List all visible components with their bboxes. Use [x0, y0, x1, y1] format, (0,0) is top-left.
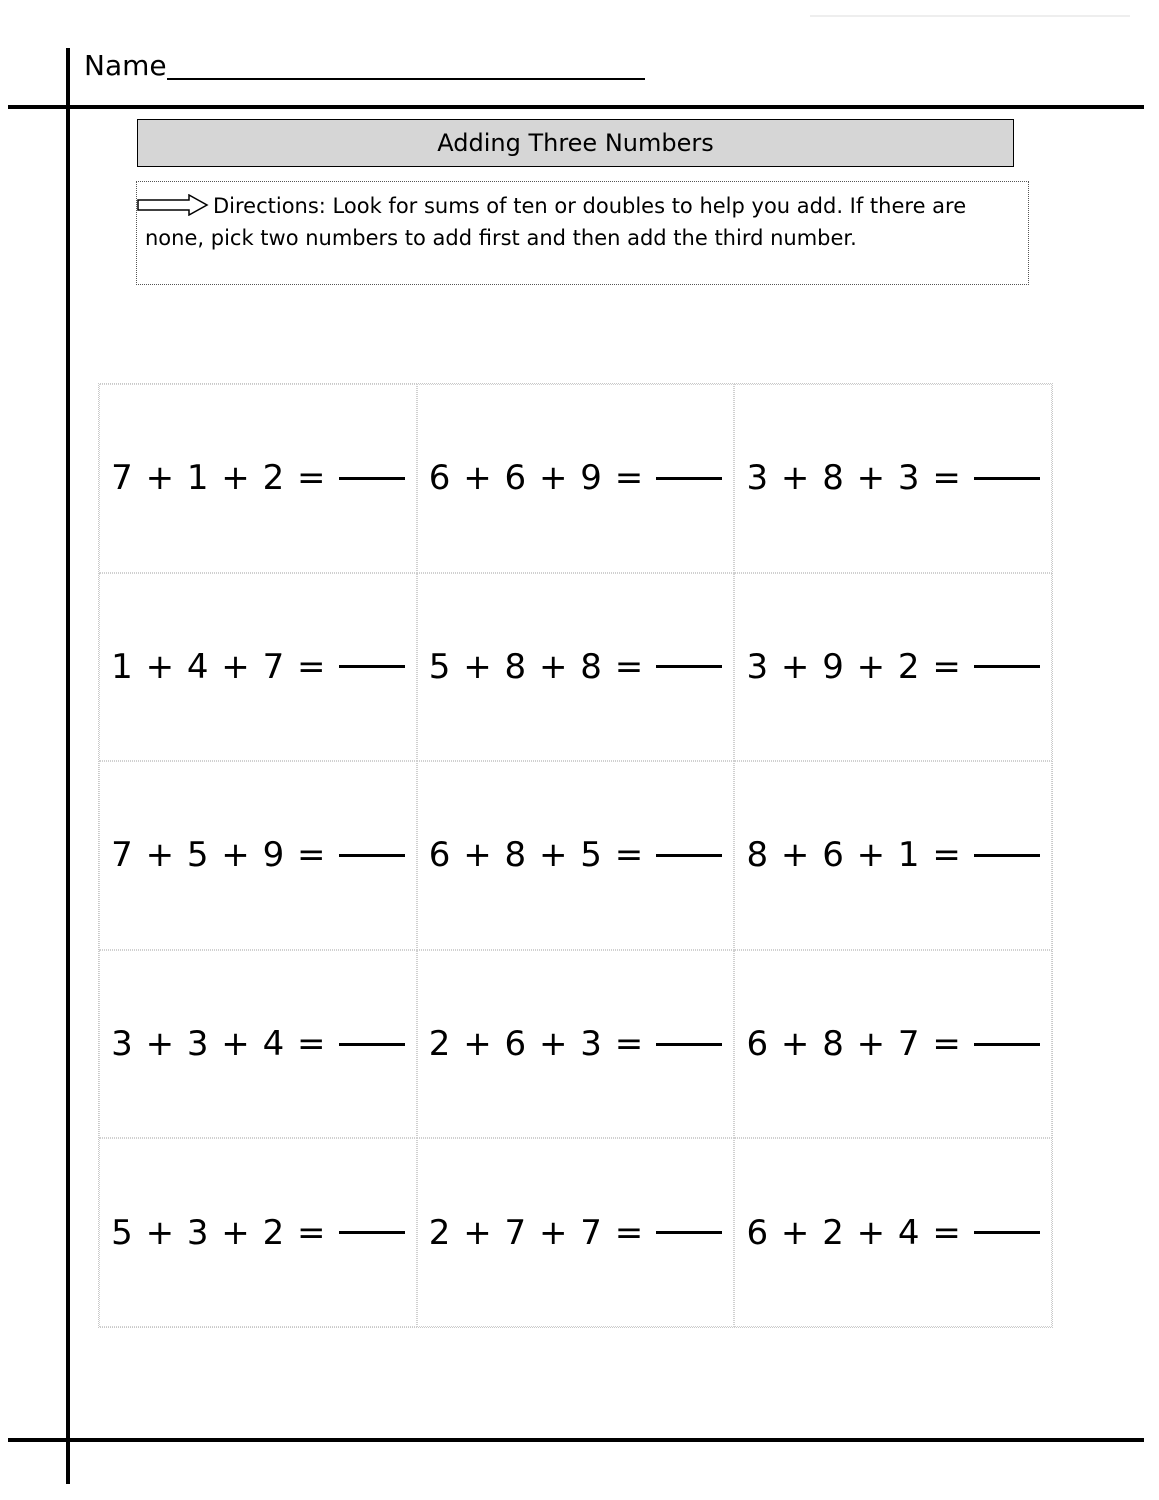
problem-cell [99, 384, 417, 573]
problem-cell [99, 950, 417, 1139]
directions-box [136, 181, 1029, 285]
answer-blank[interactable] [974, 665, 1040, 668]
problem-text: 5 + 3 + 2 = [111, 1212, 327, 1253]
directions-text: Directions: Look for sums of ten or doubles to help you add. If there are none, pick two numbers to add first and then add the third number. [145, 194, 967, 250]
problem-grid [98, 383, 1053, 1328]
problem-cell [417, 950, 735, 1139]
problem-text: 7 + 1 + 2 = [111, 458, 327, 499]
problem-text: 3 + 3 + 4 = [111, 1024, 327, 1065]
margin-line-vertical [66, 48, 70, 1484]
header-rule [8, 105, 1144, 109]
answer-blank[interactable] [974, 1043, 1040, 1046]
problem-cell [417, 761, 735, 950]
answer-blank[interactable] [974, 1231, 1040, 1234]
problem-cell [734, 1138, 1052, 1327]
problem-text: 2 + 6 + 3 = [428, 1024, 645, 1065]
answer-blank[interactable] [656, 477, 722, 480]
problem-cell [99, 1138, 417, 1327]
problem-text: 1 + 4 + 7 = [111, 646, 327, 687]
problem-cell [417, 573, 735, 762]
answer-blank[interactable] [339, 854, 405, 857]
problem-cell [417, 1138, 735, 1327]
problem-cell [734, 384, 1052, 573]
answer-blank[interactable] [339, 1043, 405, 1046]
footer-rule [8, 1438, 1144, 1442]
answer-blank[interactable] [339, 1231, 405, 1234]
problem-text: 8 + 6 + 1 = [746, 835, 962, 876]
problem-text: 3 + 8 + 3 = [746, 458, 962, 499]
worksheet-title: Adding Three Numbers [437, 129, 714, 157]
scan-artifact [810, 15, 1130, 17]
name-row [84, 50, 645, 82]
problem-text: 5 + 8 + 8 = [428, 646, 645, 687]
name-label: Name [84, 49, 167, 82]
answer-blank[interactable] [656, 665, 722, 668]
problem-text: 7 + 5 + 9 = [111, 835, 327, 876]
problem-text: 2 + 7 + 7 = [428, 1212, 645, 1253]
answer-blank[interactable] [974, 477, 1040, 480]
answer-blank[interactable] [974, 854, 1040, 857]
problem-text: 6 + 8 + 5 = [428, 835, 645, 876]
answer-blank[interactable] [339, 477, 405, 480]
right-arrow-icon [137, 194, 209, 216]
problem-cell [734, 573, 1052, 762]
problem-cell [734, 950, 1052, 1139]
problem-cell [99, 573, 417, 762]
problem-text: 6 + 6 + 9 = [428, 458, 645, 499]
problem-cell [99, 761, 417, 950]
answer-blank[interactable] [656, 1043, 722, 1046]
problem-text: 6 + 2 + 4 = [746, 1212, 962, 1253]
problem-cell [734, 761, 1052, 950]
name-field[interactable] [167, 78, 645, 80]
problem-cell [417, 384, 735, 573]
problem-text: 6 + 8 + 7 = [746, 1024, 962, 1065]
problem-text: 3 + 9 + 2 = [746, 646, 962, 687]
answer-blank[interactable] [656, 1231, 722, 1234]
answer-blank[interactable] [656, 854, 722, 857]
answer-blank[interactable] [339, 665, 405, 668]
worksheet-title-box [137, 119, 1014, 167]
